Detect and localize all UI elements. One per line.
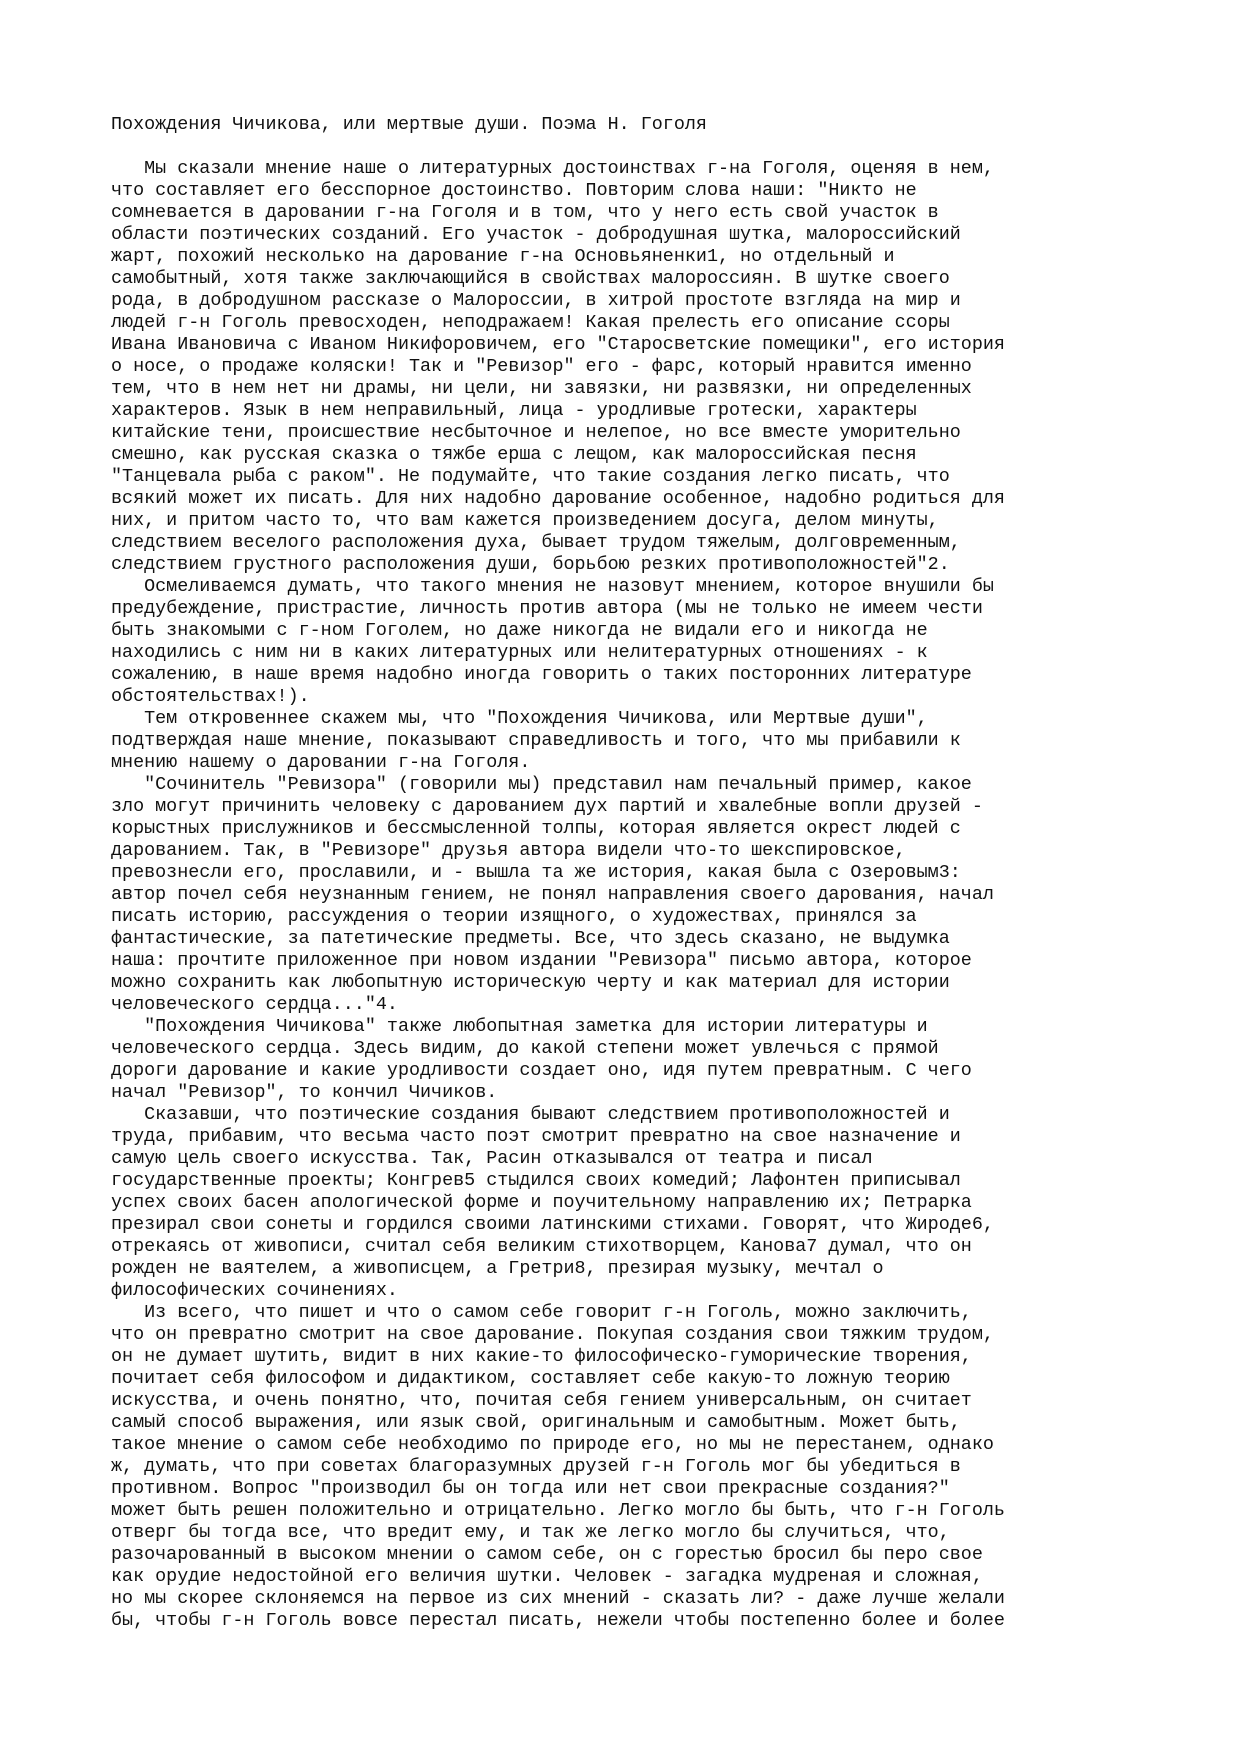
text-line: корыстных прислужников и бессмысленной толпы, которая является окрест людей с xyxy=(111,818,961,839)
text-line: самобытный, хотя также заключающийся в свойствах малороссиян. В шутке своего xyxy=(111,268,950,289)
text-line: "Танцевала рыба с раком". Не подумайте, что такие создания легко писать, что xyxy=(111,466,950,487)
text-line: рожден не ваятелем, а живописцем, а Гретри8, презирая музыку, мечтал о xyxy=(111,1258,884,1279)
text-line: ж, думать, что при советах благоразумных друзей г-н Гоголь мог бы убедиться в xyxy=(111,1456,961,1477)
text-line: жарт, похожий несколько на дарование г-на Основьяненки1, но отдельный и xyxy=(111,246,895,267)
text-line: самую цель своего искусства. Так, Расин отказывался от театра и писал xyxy=(111,1148,873,1169)
text-line: писать историю, рассуждения о теории изящного, о художествах, принялся за xyxy=(111,906,917,927)
paragraph xyxy=(111,1104,1131,1302)
text-line: находились с ним ни в каких литературных или нелитературных отношениях - к xyxy=(111,642,928,663)
text-line: успех своих басен апологической форме и поучительному направлению их; Петрарка xyxy=(111,1192,972,1213)
text-line: наша: прочтите приложенное при новом издании "Ревизора" письмо автора, которое xyxy=(111,950,972,971)
text-line: сомневается в даровании г-на Гоголя и в том, что у него есть свой участок в xyxy=(111,202,939,223)
paragraph xyxy=(111,708,1131,774)
text-line: философических сочинениях. xyxy=(111,1280,398,1301)
text-line: превознесли его, прославили, и - вышла та же история, какая была с Озеровым3: xyxy=(111,862,961,883)
text-line: что составляет его бесспорное достоинство. Повторим слова наши: "Никто не xyxy=(111,180,917,201)
text-line: Мы сказали мнение наше о литературных достоинствах г-на Гоголя, оценяя в нем, xyxy=(111,158,994,179)
document-body xyxy=(111,158,1131,1632)
text-line: них, и притом часто то, что вам кажется произведением досуга, делом минуты, xyxy=(111,510,939,531)
text-line: дороги дарование и какие уродливости создает оно, идя путем превратным. С чего xyxy=(111,1060,972,1081)
text-line: самый способ выражения, или язык свой, оригинальным и самобытным. Может быть, xyxy=(111,1412,961,1433)
text-line: можно сохранить как любопытную историческую черту и как материал для истории xyxy=(111,972,950,993)
text-line: смешно, как русская сказка о тяжбе ерша с лещом, как малороссийская песня xyxy=(111,444,917,465)
text-line: отверг бы тогда все, что вредит ему, и так же легко могло бы случиться, что, xyxy=(111,1522,950,1543)
text-line: обстоятельствах!). xyxy=(111,686,310,707)
paragraph xyxy=(111,576,1131,708)
text-line: дарованием. Так, в "Ревизоре" друзья автора видели что-то шекспировское, xyxy=(111,840,906,861)
text-line: государственные проекты; Конгрев5 стыдился своих комедий; Лафонтен приписывал xyxy=(111,1170,961,1191)
text-line: человеческого сердца..."4. xyxy=(111,994,398,1015)
text-line: тем, что в нем нет ни драмы, ни цели, ни завязки, ни развязки, ни определенных xyxy=(111,378,972,399)
paragraph xyxy=(111,1302,1131,1632)
paragraph xyxy=(111,774,1131,1016)
text-line: отрекаясь от живописи, считал себя великим стихотворцем, Канова7 думал, что он xyxy=(111,1236,972,1257)
paragraph xyxy=(111,1016,1131,1104)
text-line: следствием грустного расположения души, борьбою резких противоположностей"2. xyxy=(111,554,950,575)
text-line: Ивана Ивановича с Иваном Никифоровичем, его "Старосветские помещики", его история xyxy=(111,334,1005,355)
text-line: может быть решен положительно и отрицательно. Легко могло бы быть, что г-н Гоголь xyxy=(111,1500,1005,1521)
text-line: следствием веселого расположения духа, бывает трудом тяжелым, долговременным, xyxy=(111,532,961,553)
text-line: "Сочинитель "Ревизора" (говорили мы) представил нам печальный пример, какое xyxy=(111,774,972,795)
text-line: искусства, и очень понятно, что, почитая себя гением универсальным, он считает xyxy=(111,1390,972,1411)
text-line: мнению нашему о даровании г-на Гоголя. xyxy=(111,752,531,773)
text-line: "Похождения Чичикова" также любопытная заметка для истории литературы и xyxy=(111,1016,928,1037)
text-line: Сказавши, что поэтические создания бывают следствием противоположностей и xyxy=(111,1104,950,1125)
text-line: бы, чтобы г-н Гоголь вовсе перестал писать, нежели чтобы постепенно более и более xyxy=(111,1610,1005,1631)
text-line: области поэтических созданий. Его участок - добродушная шутка, малороссийский xyxy=(111,224,961,245)
text-line: презирал свои сонеты и гордился своими латинскими стихами. Говорят, что Жироде6, xyxy=(111,1214,994,1235)
text-line: характеров. Язык в нем неправильный, лица - уродливые гротески, характеры xyxy=(111,400,917,421)
text-line: разочарованный в высоком мнении о самом себе, он с горестью бросил бы перо свое xyxy=(111,1544,983,1565)
text-line: почитает себя философом и дидактиком, составляет себе какую-то ложную теорию xyxy=(111,1368,950,1389)
text-line: о носе, о продаже коляски! Так и "Ревизор" его - фарс, который нравится именно xyxy=(111,356,972,377)
text-line: подтверждая наше мнение, показывают справедливость и того, что мы прибавили к xyxy=(111,730,961,751)
text-line: такое мнение о самом себе необходимо по природе его, но мы не перестанем, однако xyxy=(111,1434,994,1455)
text-line: труда, прибавим, что весьма часто поэт смотрит превратно на свое назначение и xyxy=(111,1126,961,1147)
text-line: рода, в добродушном рассказе о Малороссии, в хитрой простоте взгляда на мир и xyxy=(111,290,961,311)
text-line: он не думает шутить, видит в них какие-то философическо-гуморические творения, xyxy=(111,1346,972,1367)
text-line: зло могут причинить человеку с дарованием дух партий и хвалебные вопли друзей - xyxy=(111,796,983,817)
text-line: Из всего, что пишет и что о самом себе говорит г-н Гоголь, можно заключить, xyxy=(111,1302,972,1323)
text-line: противном. Вопрос "производил бы он тогда или нет свои прекрасные создания?" xyxy=(111,1478,950,1499)
text-line: людей г-н Гоголь превосходен, неподражаем! Какая прелесть его описание ссоры xyxy=(111,312,950,333)
text-line: китайские тени, происшествие несбыточное и нелепое, но все вместе уморительно xyxy=(111,422,961,443)
text-line: Осмеливаемся думать, что такого мнения не назовут мнением, которое внушили бы xyxy=(111,576,994,597)
text-line: как орудие недостойной его величия шутки. Человек - загадка мудреная и сложная, xyxy=(111,1566,983,1587)
text-line: быть знакомыми с г-ном Гоголем, но даже никогда не видали его и никогда не xyxy=(111,620,928,641)
text-line: предубеждение, пристрастие, личность против автора (мы не только не имеем чести xyxy=(111,598,983,619)
document-title: Похождения Чичикова, или мертвые души. Поэма Н. Гоголя xyxy=(111,114,707,135)
text-line: что он превратно смотрит на свое дарование. Покупая создания свои тяжким трудом, xyxy=(111,1324,994,1345)
text-line: Тем откровеннее скажем мы, что "Похождения Чичикова, или Мертвые души", xyxy=(111,708,928,729)
paragraph xyxy=(111,158,1131,576)
text-line: автор почел себя неузнанным гением, не понял направления своего дарования, начал xyxy=(111,884,994,905)
text-line: сожалению, в наше время надобно иногда говорить о таких посторонних литературе xyxy=(111,664,972,685)
text-line: человеческого сердца. Здесь видим, до какой степени может увлечься с прямой xyxy=(111,1038,939,1059)
text-line: всякий может их писать. Для них надобно дарование особенное, надобно родиться для xyxy=(111,488,1005,509)
text-line: но мы скорее склоняемся на первое из сих мнений - сказать ли? - даже лучше желали xyxy=(111,1588,1005,1609)
text-line: начал "Ревизор", то кончил Чичиков. xyxy=(111,1082,498,1103)
document-page xyxy=(111,114,1131,1632)
text-line: фантастические, за патетические предметы. Все, что здесь сказано, не выдумка xyxy=(111,928,950,949)
